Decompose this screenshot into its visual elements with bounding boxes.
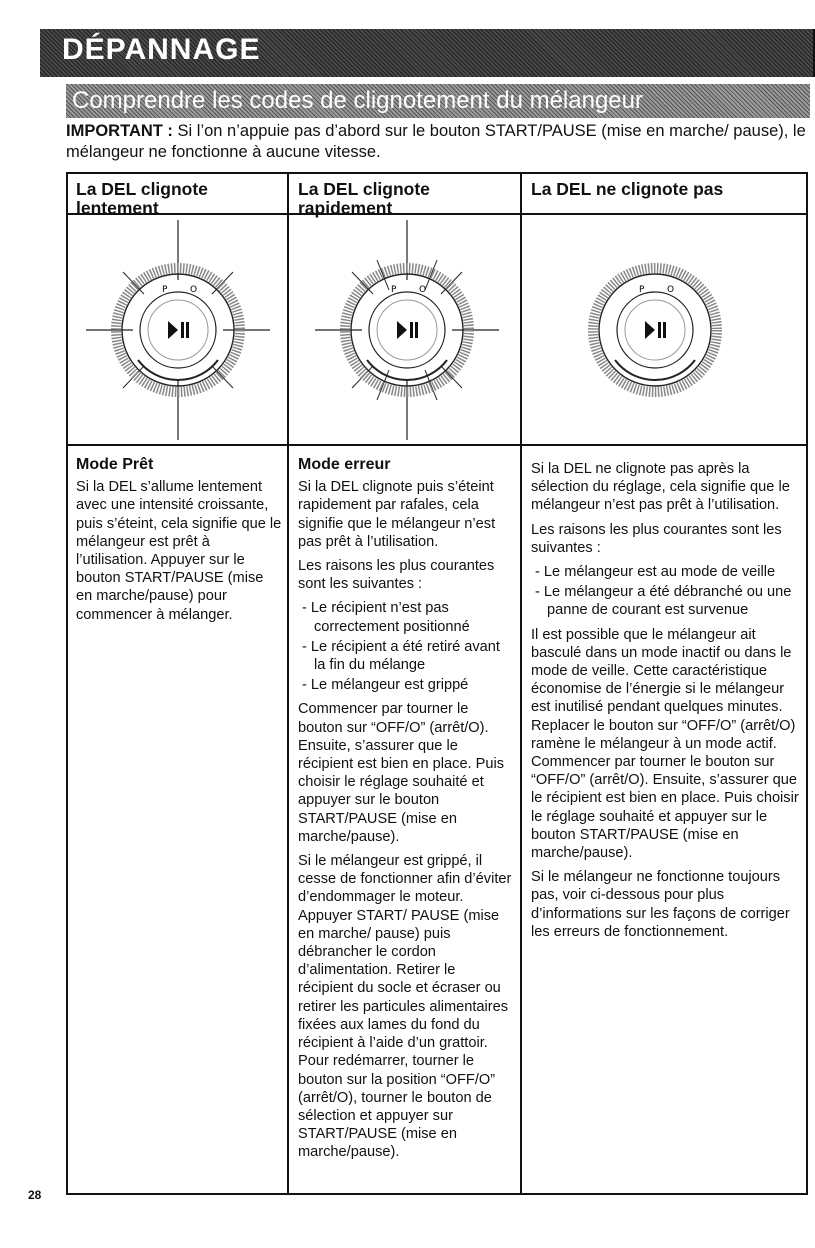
important-text: Si l’on n’appuie pas d’abord sur le bouton START/PAUSE (mise en marche/ pause), le mélangeur ne fonctionne à aucune vitesse.	[66, 122, 806, 161]
mode-title: Mode erreur	[298, 456, 391, 473]
dial-label-p: P	[391, 285, 397, 295]
dial-fast-blink-illustration	[307, 220, 507, 440]
list-item: - Le mélangeur est au mode de veille	[535, 564, 776, 581]
no-blink-description	[531, 460, 801, 947]
dial-label-o: O	[419, 285, 427, 295]
list-item: - Le récipient a été retiré avant la fin du mélange	[302, 638, 500, 674]
troubleshooting-table	[66, 172, 808, 1195]
slow-blink-description	[76, 456, 282, 630]
play-icon	[397, 321, 407, 339]
paragraph: Si la DEL clignote puis s’éteint rapidement par rafales, cela signifie que le mélangeur n’est pas prêt à l’utilisation.	[298, 479, 496, 550]
column-divider	[520, 174, 522, 1193]
section-banner	[40, 29, 815, 77]
dial-label-p: P	[162, 285, 168, 295]
paragraph: Si le mélangeur ne fonctionne toujours pas, voir ci-dessous pour plus d’informations sur les façons de corriger les erreurs de fonctionnement.	[531, 869, 790, 940]
page-number: 28	[28, 1188, 42, 1202]
header-fast-blink: La DEL clignote rapidement	[298, 179, 430, 218]
important-note	[66, 121, 806, 163]
list-item: - Le mélangeur a été débranché ou une panne de courant est survenue	[535, 584, 792, 619]
subsection-banner	[66, 84, 810, 118]
important-label: IMPORTANT :	[66, 122, 173, 140]
play-icon	[168, 321, 178, 339]
list-item: - Le récipient n’est pas correctement positionné	[302, 600, 470, 635]
image-divider	[68, 444, 806, 446]
fast-blink-description	[298, 456, 514, 1168]
page-title: DÉPANNAGE	[62, 33, 261, 66]
play-icon	[645, 321, 655, 339]
header-no-blink: La DEL ne clignote pas	[531, 179, 724, 199]
mode-title: Mode Prêt	[76, 456, 154, 473]
header-slow-blink: La DEL clignote lentement	[76, 179, 208, 218]
paragraph: Les raisons les plus courantes sont les suivantes :	[298, 558, 495, 593]
dial-label-p: P	[639, 285, 645, 295]
paragraph: Il est possible que le mélangeur ait basculé dans un mode inactif ou dans le mode de veille. Cette caractéristique économise de l’énergie si le mélangeur est inutilisé pendant quelques minutes. Replacer le bouton sur “OFF/O” (arrêt/O) ramène le mélangeur à un mode actif. Commencer par tourner le bouton sur “OFF/O” (arrêt/O). Ensuite, s’assurer que le récipient est bien en place. Puis choisir le réglage souhaité et appuyer sur le bouton START/PAUSE (mise en marche/pause).	[531, 626, 799, 862]
pause-icon	[410, 322, 413, 338]
paragraph: Si le mélangeur est grippé, il cesse de fonctionner afin d’éviter d’endommager le moteur. Appuyer START/ PAUSE (mise en marche/ pause) puis débrancher le cordon d’alimentation. Retirer le récipient du socle et écraser ou retirer les particules alimentaires fixées aux lames du fond du récipient à l’aide d’un grattoir. Pour redémarrer, tourner le bouton sur la position “OFF/O” (arrêt/O), tourner le bouton de sélection et appuyer sur START/PAUSE (mise en marche/pause).	[298, 853, 512, 1161]
paragraph: Les raisons les plus courantes sont les suivantes :	[531, 521, 782, 556]
dial-slow-blink-illustration	[78, 220, 278, 440]
list-item: - Le mélangeur est grippé	[302, 677, 469, 694]
column-divider	[287, 174, 289, 1193]
paragraph: Si la DEL ne clignote pas après la sélection du réglage, cela signifie que le mélangeur n’est pas prêt à l’utilisation.	[531, 461, 790, 514]
paragraph: Commencer par tourner le bouton sur “OFF/O” (arrêt/O). Ensuite, s’assurer que le récipient est bien en place. Puis choisir le réglage souhaité et appuyer sur le bouton START/PAUSE (mise en marche/pause).	[298, 701, 505, 845]
pause-icon	[658, 322, 661, 338]
dial-label-o: O	[190, 285, 198, 295]
paragraph: Si la DEL s’allume lentement avec une intensité croissante, puis s’éteint, cela signifie que le mélangeur est prêt à l’utilisation. Appuyer sur le bouton START/PAUSE (mise en marche/pause) pour commencer à mélanger.	[76, 479, 282, 623]
section-subtitle: Comprendre les codes de clignotement du mélangeur	[72, 87, 643, 114]
dial-no-blink-illustration	[555, 220, 755, 440]
dial-label-o: O	[667, 285, 675, 295]
pause-icon	[181, 322, 184, 338]
